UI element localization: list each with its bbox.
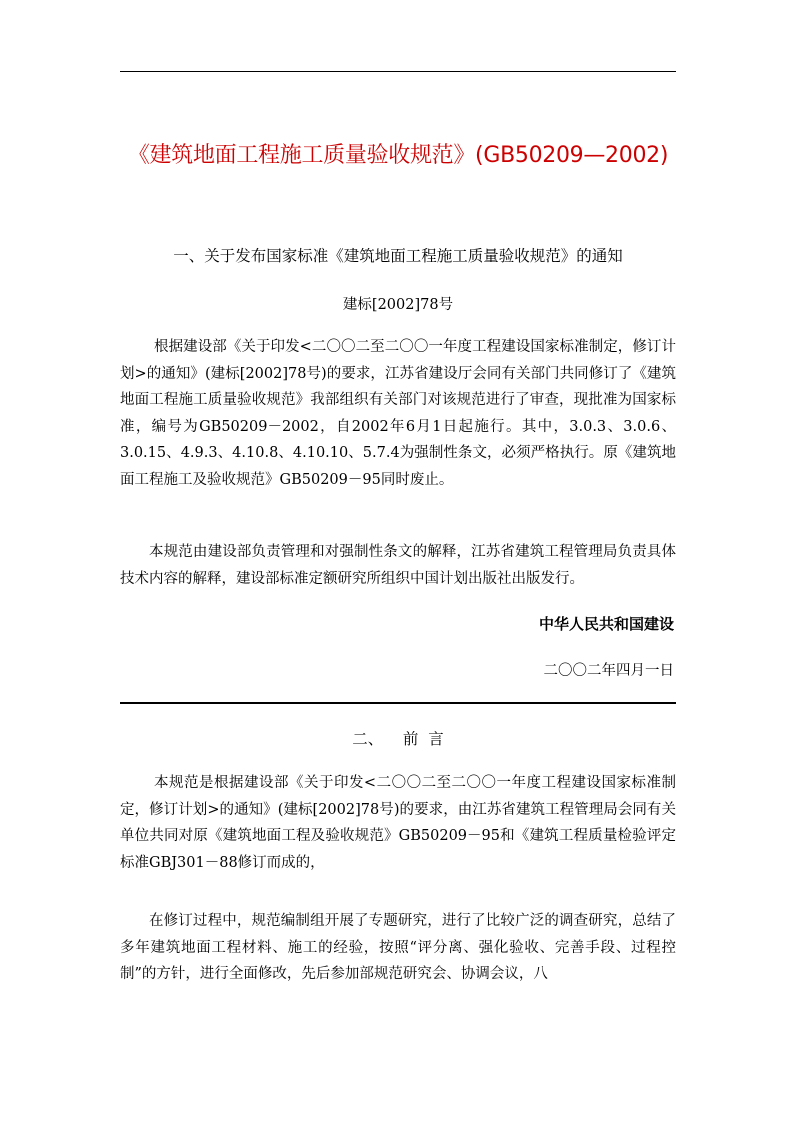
preface-paragraph-2: 在修订过程中，规范编制组开展了专题研究，进行了比较广泛的调查研究，总结了多年建筑地面工程材料、施工的经验，按照“评分离、强化验收、完善手段、过程控制”的方针，进行全面修改，先后参加部规范研究会、协调会议，八	[120, 913, 676, 982]
preface-paragraph-1: 本规范是根据建设部《关于印发<二〇〇二至二〇〇一年度工程建设国家标准制定，修订计划>的通知》(建标[2002]78号)的要求，由江苏省建筑工程管理局会同有关单位共同对原《建筑地面工程及验收规范》GB50209－95和《建筑工程质量检验评定标准GBJ301－88修订而成的，	[120, 775, 676, 871]
section-heading-preface: 二、 前 言	[352, 730, 444, 748]
issue-date: 二〇〇二年四月一日	[543, 663, 674, 679]
notice-paragraph-1: 根据建设部《关于印发<二〇〇二至二〇〇一年度工程建设国家标准制定，修订计划>的通知》(建标[2002]78号)的要求，江苏省建设厅会同有关部门共同修订了《建筑地面工程施工质量验收规范》我部组织有关部门对该规范进行了审查，现批准为国家标准，编号为GB50209－2002，自2002年6月1日起施行。其中，3.0.3、3.0.6、3.0.15、4.9.3、4.10.8、4.10.10、5.7.4为强制性条文，必须严格执行。原《建筑地面工程施工及验收规范》GB50209－95同时废止。	[120, 339, 676, 488]
top-divider	[120, 71, 676, 72]
section-divider	[120, 702, 676, 704]
document-title: 《建筑地面工程施工质量验收规范》(GB50209—2002)	[127, 143, 669, 168]
document-number: 建标[2002]78号	[342, 297, 454, 313]
issuer-signature: 中华人民共和国建设	[538, 615, 674, 633]
section-heading-notice: 一、关于发布国家标准《建筑地面工程施工质量验收规范》的通知	[173, 247, 623, 265]
notice-paragraph-2: 本规范由建设部负责管理和对强制性条文的解释，江苏省建筑工程管理局负责具体技术内容的解释，建设部标准定额研究所组织中国计划出版社出版发行。	[120, 544, 676, 587]
